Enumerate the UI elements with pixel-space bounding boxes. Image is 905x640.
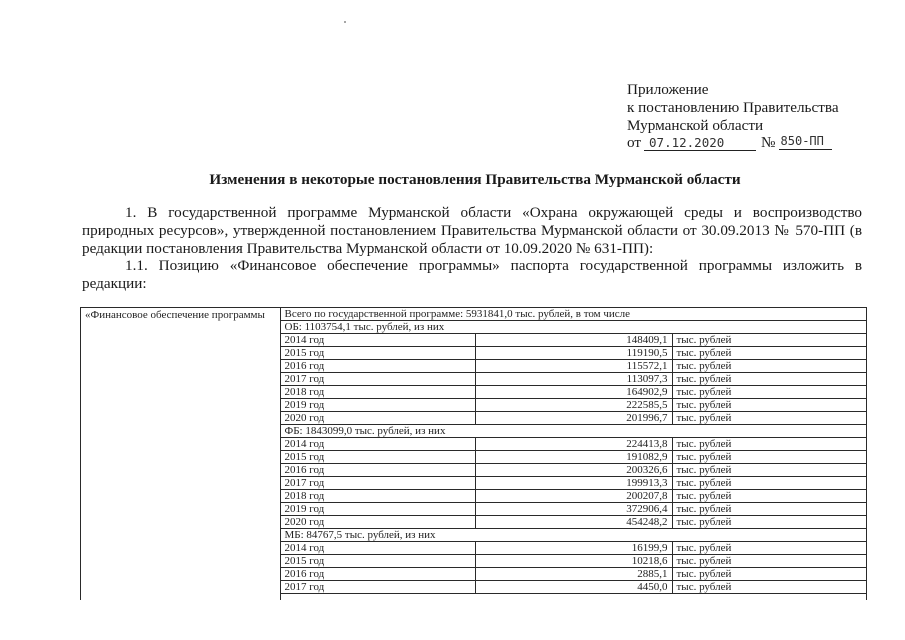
unit-cell: тыс. рублей (672, 386, 866, 399)
year-cell: 2020 год (280, 516, 475, 529)
year-cell: 2018 год (280, 386, 475, 399)
unit-cell: тыс. рублей (672, 490, 866, 503)
paragraph-line: редакции: (82, 274, 147, 292)
unit-cell: тыс. рублей (672, 334, 866, 347)
group-header: МБ: 84767,5 тыс. рублей, из них (280, 529, 866, 542)
year-cell: 2015 год (280, 555, 475, 568)
unit-cell: тыс. рублей (672, 503, 866, 516)
unit-cell: тыс. рублей (672, 581, 866, 594)
year-cell: 2018 год (280, 490, 475, 503)
year-cell: 2017 год (280, 581, 475, 594)
amount-cell: 16199,9 (475, 542, 672, 555)
amount-cell: 119190,5 (475, 347, 672, 360)
amount-cell: 191082,9 (475, 451, 672, 464)
year-cell: 2014 год (280, 542, 475, 555)
paragraph-line: природных ресурсов», утвержденной постановлением Правительства Мурманской области от 30.09.2013 № 570-ПП (в (82, 221, 862, 239)
amount-cell: 113097,3 (475, 373, 672, 386)
unit-cell: тыс. рублей (672, 438, 866, 451)
unit-cell: тыс. рублей (672, 347, 866, 360)
unit-cell: тыс. рублей (672, 477, 866, 490)
paragraph-line: 1.1. Позицию «Финансовое обеспечение программы» паспорта государственной программы изложить в (125, 257, 862, 274)
finance-table-frame (80, 307, 867, 600)
amount-cell: 2885,1 (475, 568, 672, 581)
year-cell: 2015 год (280, 451, 475, 464)
amount-cell: 199913,3 (475, 477, 672, 490)
scan-mark (344, 21, 346, 23)
unit-cell: тыс. рублей (672, 555, 866, 568)
appendix-heading: Приложение (627, 81, 709, 98)
group-header: ОБ: 1103754,1 тыс. рублей, из них (280, 321, 866, 334)
amount-cell: 115572,1 (475, 360, 672, 373)
amount-cell: 164902,9 (475, 386, 672, 399)
unit-cell: тыс. рублей (672, 464, 866, 477)
year-cell: 2014 год (280, 438, 475, 451)
amount-cell: 200326,6 (475, 464, 672, 477)
paragraph-1-1 (82, 257, 862, 293)
amount-cell: 454248,2 (475, 516, 672, 529)
appendix-authority: Мурманской области (627, 116, 764, 134)
appendix-date-line (627, 134, 839, 152)
total-row (81, 308, 866, 321)
year-cell: 2014 год (280, 334, 475, 347)
amount-cell: 372906,4 (475, 503, 672, 516)
group-header: ФБ: 1843099,0 тыс. рублей, из них (280, 425, 866, 438)
amount-cell: 4450,0 (475, 581, 672, 594)
paragraph-1 (82, 204, 862, 257)
unit-cell: тыс. рублей (672, 399, 866, 412)
appendix-reference: к постановлению Правительства (627, 98, 839, 116)
date-field: 07.12.2020 (644, 135, 756, 151)
date-prefix: от (627, 134, 642, 152)
total-cell: Всего по государственной программе: 5931841,0 тыс. рублей, в том числе (280, 308, 866, 321)
paragraph-line: 1. В государственной программе Мурманской области «Охрана окружающей среды и воспроизводство (125, 204, 862, 221)
amount-cell: 224413,8 (475, 438, 672, 451)
unit-cell: тыс. рублей (672, 373, 866, 386)
year-cell: 2015 год (280, 347, 475, 360)
unit-cell: тыс. рублей (672, 516, 866, 529)
year-cell: 2016 год (280, 464, 475, 477)
document-number-field: 850-ПП (779, 134, 832, 150)
number-sign: № (761, 134, 776, 152)
document-title: Изменения в некоторые постановления Правительства Мурманской области (209, 171, 741, 188)
finance-table (81, 308, 866, 594)
unit-cell: тыс. рублей (672, 568, 866, 581)
year-cell: 2017 год (280, 477, 475, 490)
amount-cell: 10218,6 (475, 555, 672, 568)
position-label-cell: «Финансовое обеспечение программы (81, 308, 280, 594)
amount-cell: 201996,7 (475, 412, 672, 425)
year-cell: 2019 год (280, 503, 475, 516)
finance-table-body (81, 308, 866, 594)
year-cell: 2016 год (280, 360, 475, 373)
amount-cell: 200207,8 (475, 490, 672, 503)
unit-cell: тыс. рублей (672, 542, 866, 555)
unit-cell: тыс. рублей (672, 451, 866, 464)
paragraph-line: редакции постановления Правительства Мурманской области от 10.09.2020 № 631-ПП): (82, 239, 654, 257)
amount-cell: 148409,1 (475, 334, 672, 347)
year-cell: 2020 год (280, 412, 475, 425)
unit-cell: тыс. рублей (672, 412, 866, 425)
amount-cell: 222585,5 (475, 399, 672, 412)
year-cell: 2017 год (280, 373, 475, 386)
year-cell: 2016 год (280, 568, 475, 581)
year-cell: 2019 год (280, 399, 475, 412)
appendix-block (627, 81, 839, 152)
unit-cell: тыс. рублей (672, 360, 866, 373)
